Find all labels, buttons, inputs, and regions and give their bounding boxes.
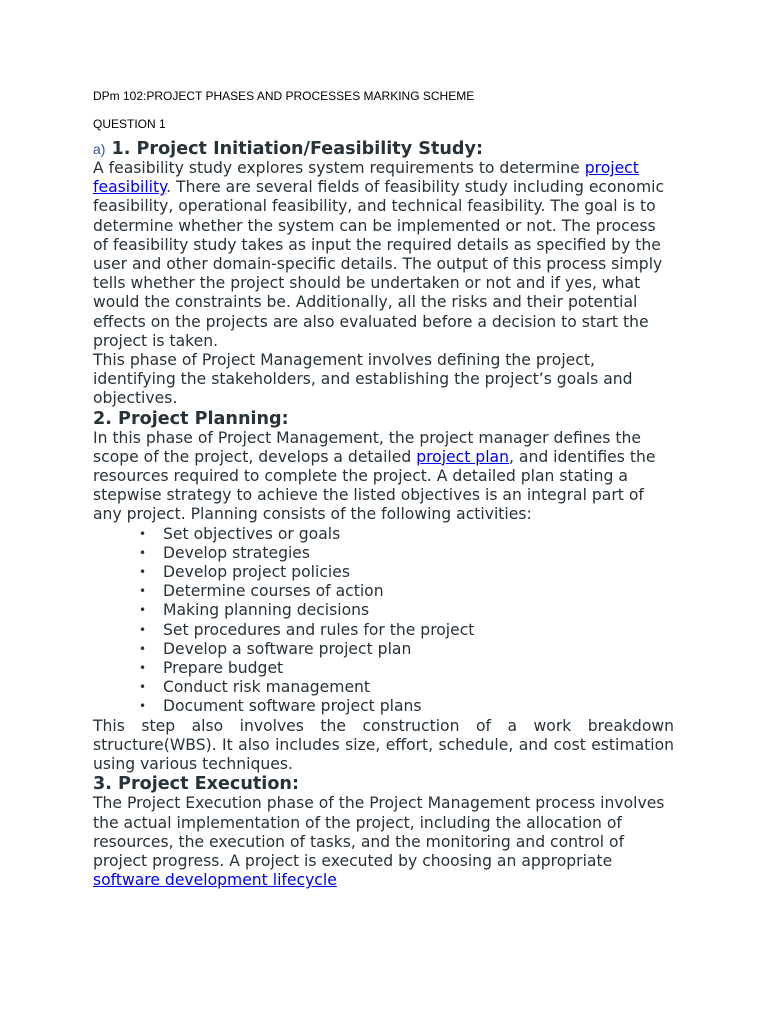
list-item: • Set objectives or goals <box>163 525 674 544</box>
document-title: DPm 102:PROJECT PHASES AND PROCESSES MARKING SCHEME <box>93 89 475 103</box>
text-run: The Project Execution phase of the Project Management process involves the actual implementation of the project, including the allocation of resources, the execution of tasks, and the monitoring and control of project progress. A project is executed by choosing an appropriate <box>93 794 665 870</box>
list-item: • Document software project plans <box>163 697 674 716</box>
text-run: A feasibility study explores system requirements to determine <box>93 159 585 177</box>
heading-text: 1. Project Initiation/Feasibility Study: <box>111 139 483 159</box>
list-item: • Develop strategies <box>163 544 674 563</box>
link-project-feasibility[interactable]: project feasibility <box>93 159 639 197</box>
section-heading-planning: 2. Project Planning: <box>93 408 289 429</box>
paragraph-initiation-phase: This phase of Project Management involves defining the project, identifying the stakeholders, and establishing the project’s goals and objectives. <box>93 351 633 408</box>
paragraph-feasibility <box>93 159 674 351</box>
section-heading-initiation <box>93 139 674 159</box>
paragraph-planning <box>93 429 674 525</box>
document-page <box>93 86 674 890</box>
list-item: • Develop a software project plan <box>163 640 674 659</box>
paragraph-wbs: This step also involves the construction of a work breakdown structure(WBS). It also includes size, effort, schedule, and cost estimation using various techniques. <box>93 716 674 774</box>
link-project-plan[interactable]: project plan <box>416 447 509 466</box>
list-item: • Set procedures and rules for the project <box>163 621 674 640</box>
list-item: • Determine courses of action <box>163 582 674 601</box>
question-label: QUESTION 1 <box>93 117 166 131</box>
section-heading-execution: 3. Project Execution: <box>93 774 299 795</box>
paragraph-execution <box>93 794 674 890</box>
subquestion-letter: a) <box>93 141 106 157</box>
list-item: • Develop project policies <box>163 563 674 582</box>
text-run: In this phase of Project Management, the project manager defines the scope of the project, develops a detailed <box>93 428 641 466</box>
text-run: , and identifies the resources required to complete the project. A detailed plan stating a stepwise strategy to achieve the listed objectives is an integral part of any project. Planning consists of the following activities: <box>93 447 656 524</box>
planning-activities-list <box>93 525 674 717</box>
list-item: • Conduct risk management <box>163 678 674 697</box>
list-item: • Making planning decisions <box>163 601 674 620</box>
text-run: . There are several fields of feasibility study including economic feasibility, operational feasibility, and technical feasibility. The goal is to determine whether the system can be implemented or not. The process of feasibility study takes as input the required details as specified by the user and other domain-specific details. The output of this process simply tells whether the project should be undertaken or not and if yes, what would the constraints be. Additionally, all the risks and their potential effects on the projects are also evaluated before a decision to start the project is taken. <box>93 178 665 350</box>
list-item: • Prepare budget <box>163 659 674 678</box>
link-software-development-lifecycle[interactable]: software development lifecycle <box>93 871 337 890</box>
